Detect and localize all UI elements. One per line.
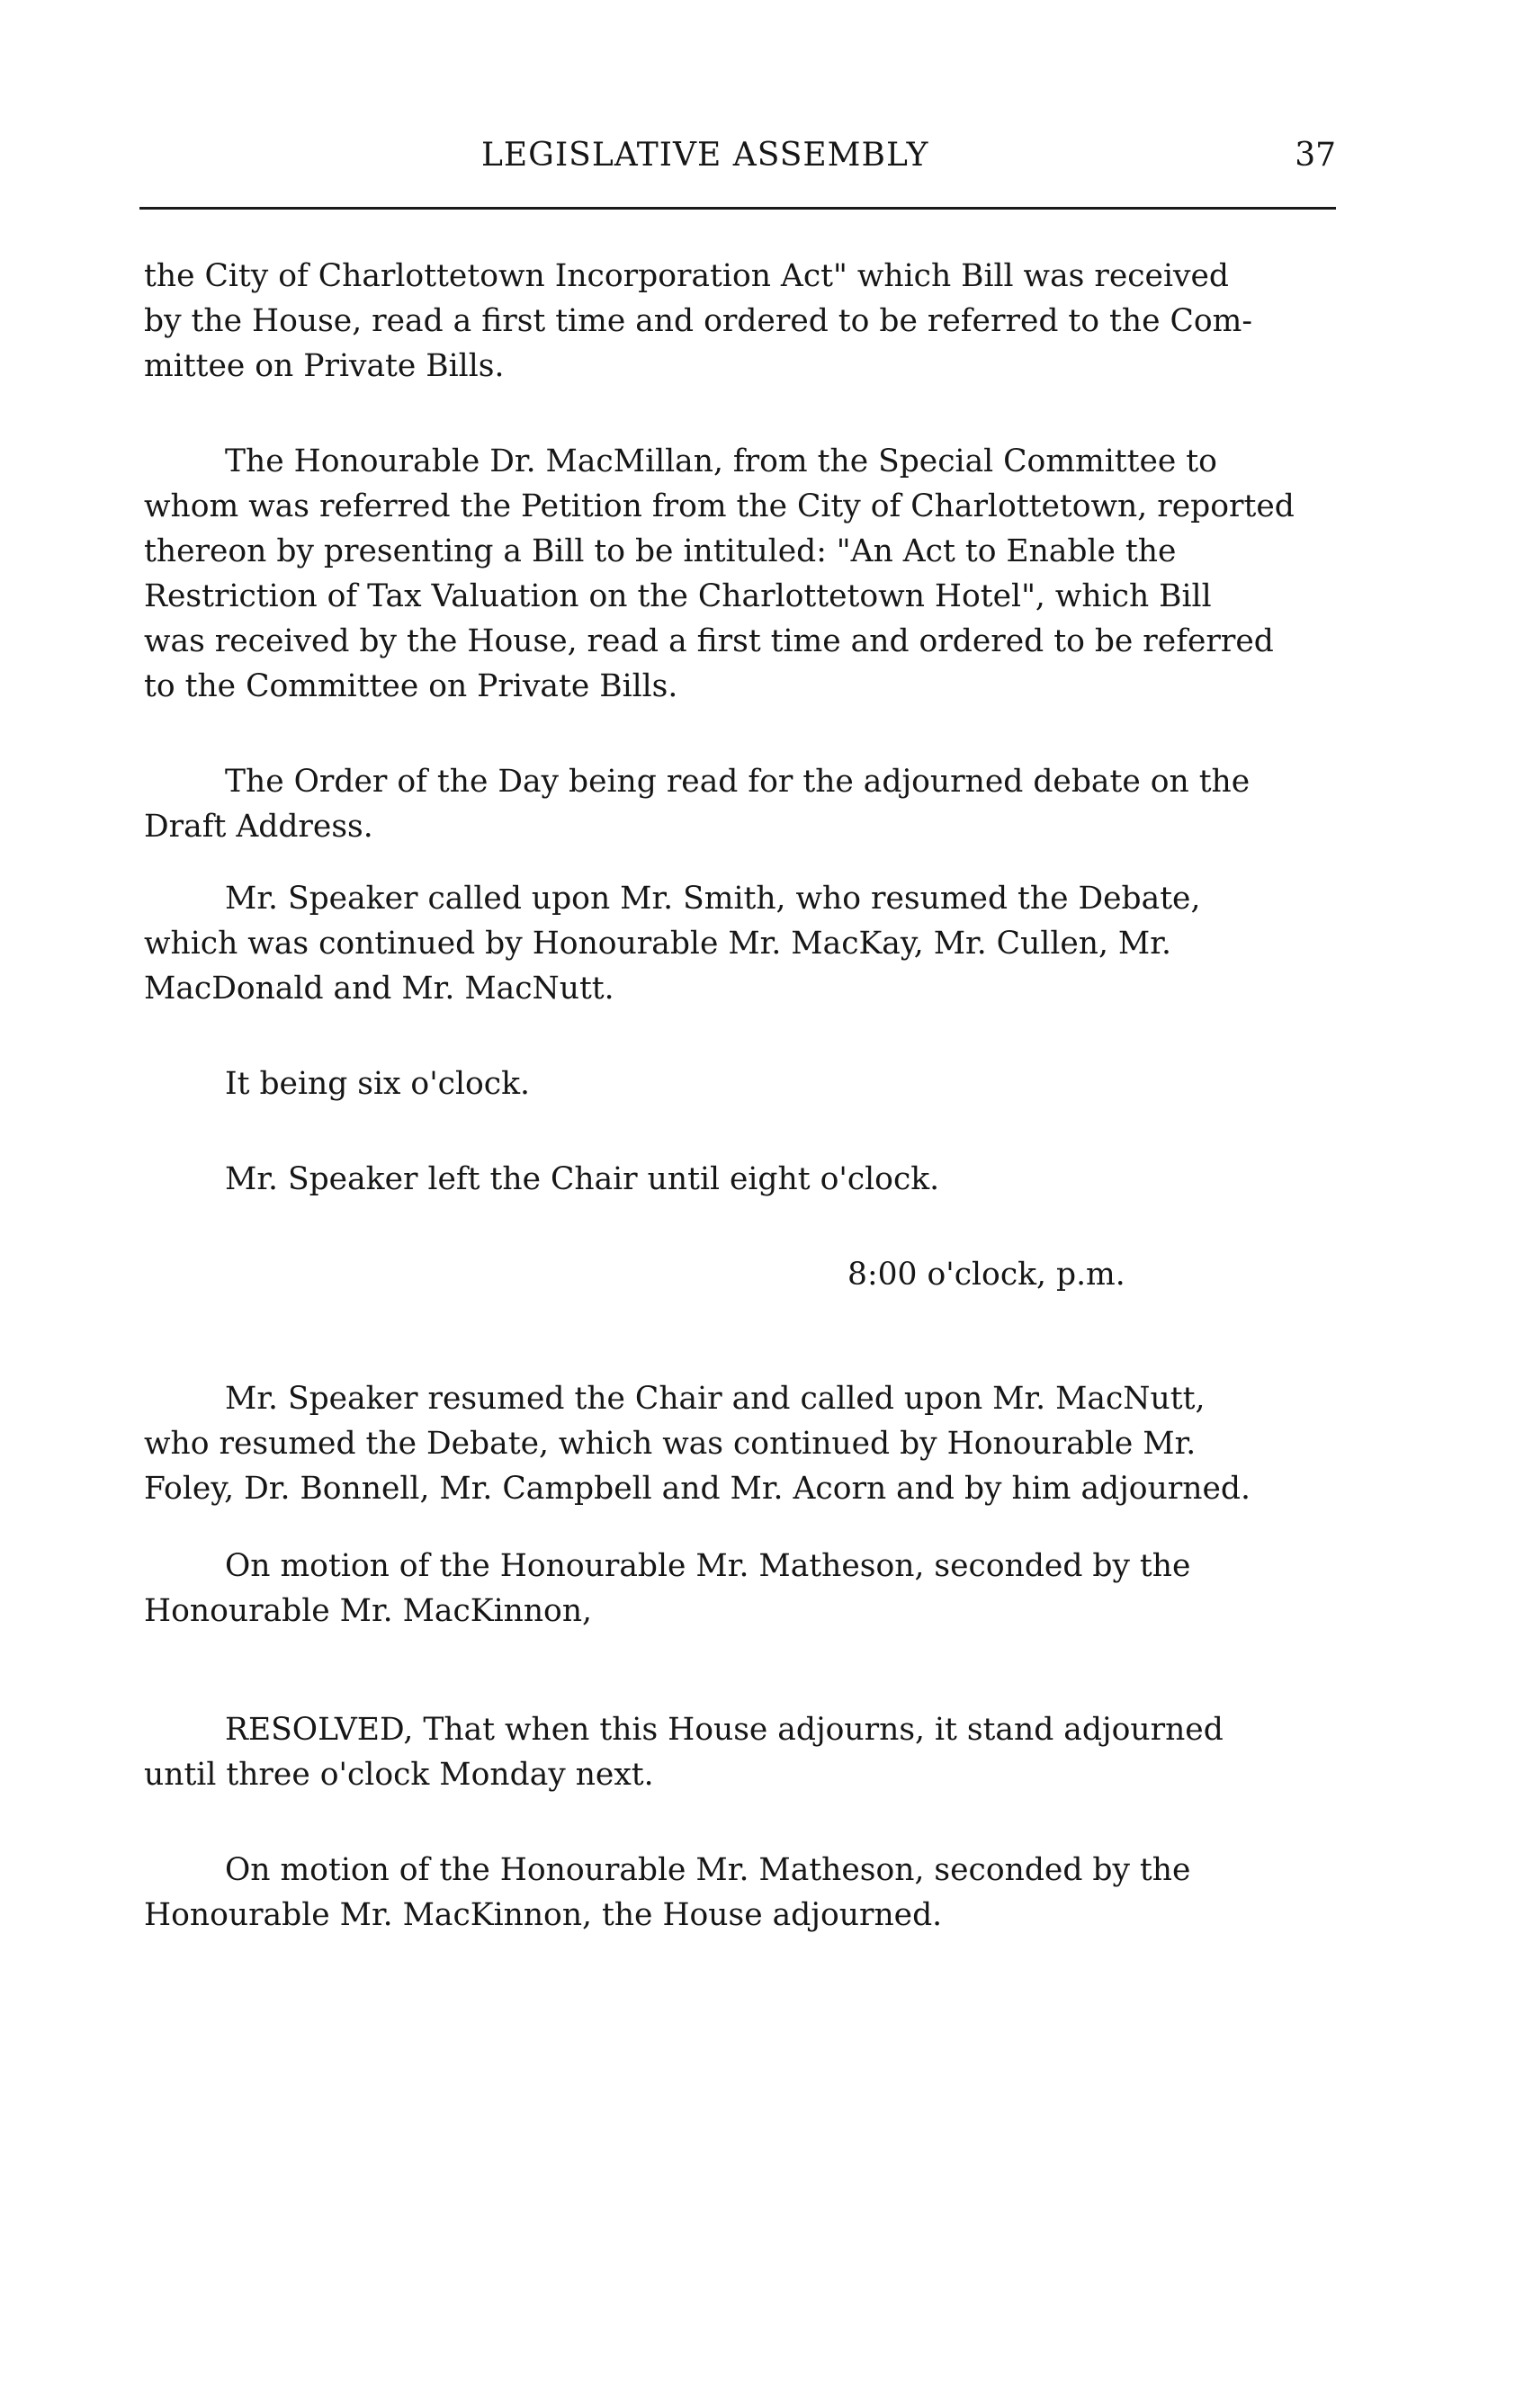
text-line: Draft Address. <box>144 809 373 845</box>
page-title: LEGISLATIVE ASSEMBLY <box>481 137 929 174</box>
text-line: Mr. Speaker left the Chair until eight o'clock. <box>225 1161 940 1197</box>
text-line: mittee on Private Bills. <box>144 348 505 384</box>
page-number: 37 <box>1295 137 1336 174</box>
text-line: which was continued by Honourable Mr. MacKay, Mr. Cullen, Mr. <box>144 926 1171 962</box>
paragraph-spacer <box>144 1106 1349 1157</box>
paragraph-spacer <box>144 1511 1349 1544</box>
text-line: Mr. Speaker resumed the Chair and called upon Mr. MacNutt, <box>225 1381 1206 1417</box>
paragraph-spacer <box>144 389 1349 439</box>
paragraph-spacer <box>144 1202 1349 1252</box>
paragraph-evening-debate <box>144 1376 1349 1511</box>
paragraph-macmillan-report <box>144 439 1349 709</box>
paragraph-six-oclock <box>144 1061 1349 1106</box>
text-line: Foley, Dr. Bonnell, Mr. Campbell and Mr. Acorn and by him adjourned. <box>144 1471 1251 1507</box>
text-line: On motion of the Honourable Mr. Matheson, seconded by the <box>225 1548 1191 1584</box>
paragraph-debate-resumed <box>144 876 1349 1011</box>
text-line: Honourable Mr. MacKinnon, the House adjourned. <box>144 1897 943 1933</box>
text-line: MacDonald and Mr. MacNutt. <box>144 971 614 1007</box>
paragraph-house-adjourned <box>144 1848 1349 1938</box>
text-line: The Honourable Dr. MacMillan, from the Special Committee to <box>225 443 1217 479</box>
paragraph-resolved <box>144 1707 1349 1797</box>
text-line: the City of Charlottetown Incorporation Act" which Bill was received <box>144 258 1230 294</box>
text-line: Mr. Speaker called upon Mr. Smith, who resumed the Debate, <box>225 881 1201 917</box>
text-line: Restriction of Tax Valuation on the Charlottetown Hotel", which Bill <box>144 578 1212 614</box>
running-head <box>139 137 1336 187</box>
text-line: Honourable Mr. MacKinnon, <box>144 1593 593 1629</box>
text-line: It being six o'clock. <box>225 1066 531 1102</box>
text-line: to the Committee on Private Bills. <box>144 668 678 704</box>
text-line: thereon by presenting a Bill to be intituled: "An Act to Enable the <box>144 533 1177 569</box>
text-line: by the House, read a first time and ordered to be referred to the Com- <box>144 303 1253 339</box>
paragraph-spacer <box>144 849 1349 876</box>
paragraph-spacer <box>144 1797 1349 1848</box>
text-line: The Order of the Day being read for the adjourned debate on the <box>225 764 1251 800</box>
paragraph-spacer <box>144 709 1349 759</box>
text-line: On motion of the Honourable Mr. Matheson, seconded by the <box>225 1852 1191 1888</box>
paragraph-bill-continuation <box>144 254 1349 389</box>
header-rule <box>139 207 1336 210</box>
body-text <box>144 254 1349 1938</box>
text-line: was received by the House, read a first time and ordered to be referred <box>144 623 1274 659</box>
paragraph-spacer <box>144 1634 1349 1707</box>
text-line: who resumed the Debate, which was continued by Honourable Mr. <box>144 1426 1197 1462</box>
paragraph-motion-resolution <box>144 1544 1349 1634</box>
text-line: until three o'clock Monday next. <box>144 1757 654 1793</box>
text-line: whom was referred the Petition from the City of Charlottetown, reported <box>144 488 1295 524</box>
paragraph-spacer <box>144 1011 1349 1061</box>
paragraph-speaker-left <box>144 1157 1349 1202</box>
session-time: 8:00 o'clock, p.m. <box>847 1257 1125 1293</box>
paragraph-spacer <box>144 1297 1349 1376</box>
text-line: RESOLVED, That when this House adjourns, it stand adjourned <box>225 1712 1224 1748</box>
paragraph-order-of-day <box>144 759 1349 849</box>
